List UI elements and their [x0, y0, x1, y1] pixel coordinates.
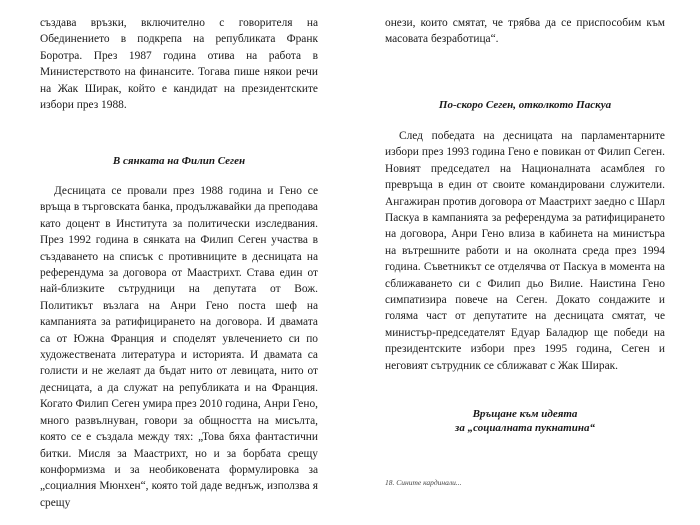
right-section-paragraph: След победата на десницата на парламентарните избори през 1993 година Гено е повикан от Филип Сеген. Новият председател на Националната асамблея го превръща в един от своите командировани служители. Ангажиран против договора от Маастрихт заедно с Шарл Паскуа в кампанията за референдума за ратифицирането на договора, Анри Гено влиза в кабинета на министъра на вътрешните работи и на околната среда през 1994 година. Съветникът се отделячва от Паскуа в момента на сближаването си с Филип дьо Вилие. Наистина Гено симпатизира повече на Сеген. Докато сондажите и голяма част от депутатите на десницата смятат, че министър-председателят Едуар Баладюр ще победи на президентските избори през 1995 година, Сеген и неговият сътрудник се сближават с Жак Ширак.	[385, 130, 665, 372]
left-section-paragraph: Десницата се провали през 1988 година и Гено се връща в търговската банка, продължавайки да преподава като доцент в Института за политически изследвания. През 1992 година в сянката на Филип Сеген участва в създаването на списък с противниците в десницата на референдума за договора от Маастрихт. Става един от най-близките сътрудници на депутата от Вож. Политикът възлага на Анри Гено поста шеф на кампанията за ратифицирането на договора. И двамата са от Южна Франция и споделят увлечението си по художествената литература и историята. И двамата са голисти и не желаят да бъдат нито от левицата, нито от десницата, а да служат на републиката и на Франция. Когато Филип Сеген умира през 2010 година, Анри Гено, много развълнуван, говори за общността на мисълта, която се е създала между тях: „Това бяха фантастични битки. Мисля за Маастрихт, но и за борбата срещу конформизма и за необиковената формулировка за „социалния Мюнхен“, която той даде веднъж, използва я срещу	[40, 185, 318, 509]
right-opening-paragraph: онези, които смятат, че трябва да се приспособим към масовата безработица“.	[385, 17, 665, 46]
right-final-heading-line1: Връщане към идеята	[472, 408, 578, 420]
left-section-heading: В сянката на Филип Сеген	[112, 155, 246, 167]
left-opening-paragraph: създава връзки, включително с говорителя на Обединението в подкрепа на републиката Франк Боротра. През 1987 година отива на работа в Министерството на финансите. Тогава пише някои речи на Жак Ширак, който е кандидат на президентските избори през 1988.	[40, 17, 318, 112]
right-page	[385, 0, 665, 525]
right-final-heading-line2: за „социалната пукнатина“	[455, 422, 595, 434]
page-footer: 18. Сините кардинали...	[385, 478, 462, 487]
left-page	[40, 0, 318, 525]
right-section-heading: По-скоро Сеген, отколкото Паскуа	[438, 99, 612, 111]
